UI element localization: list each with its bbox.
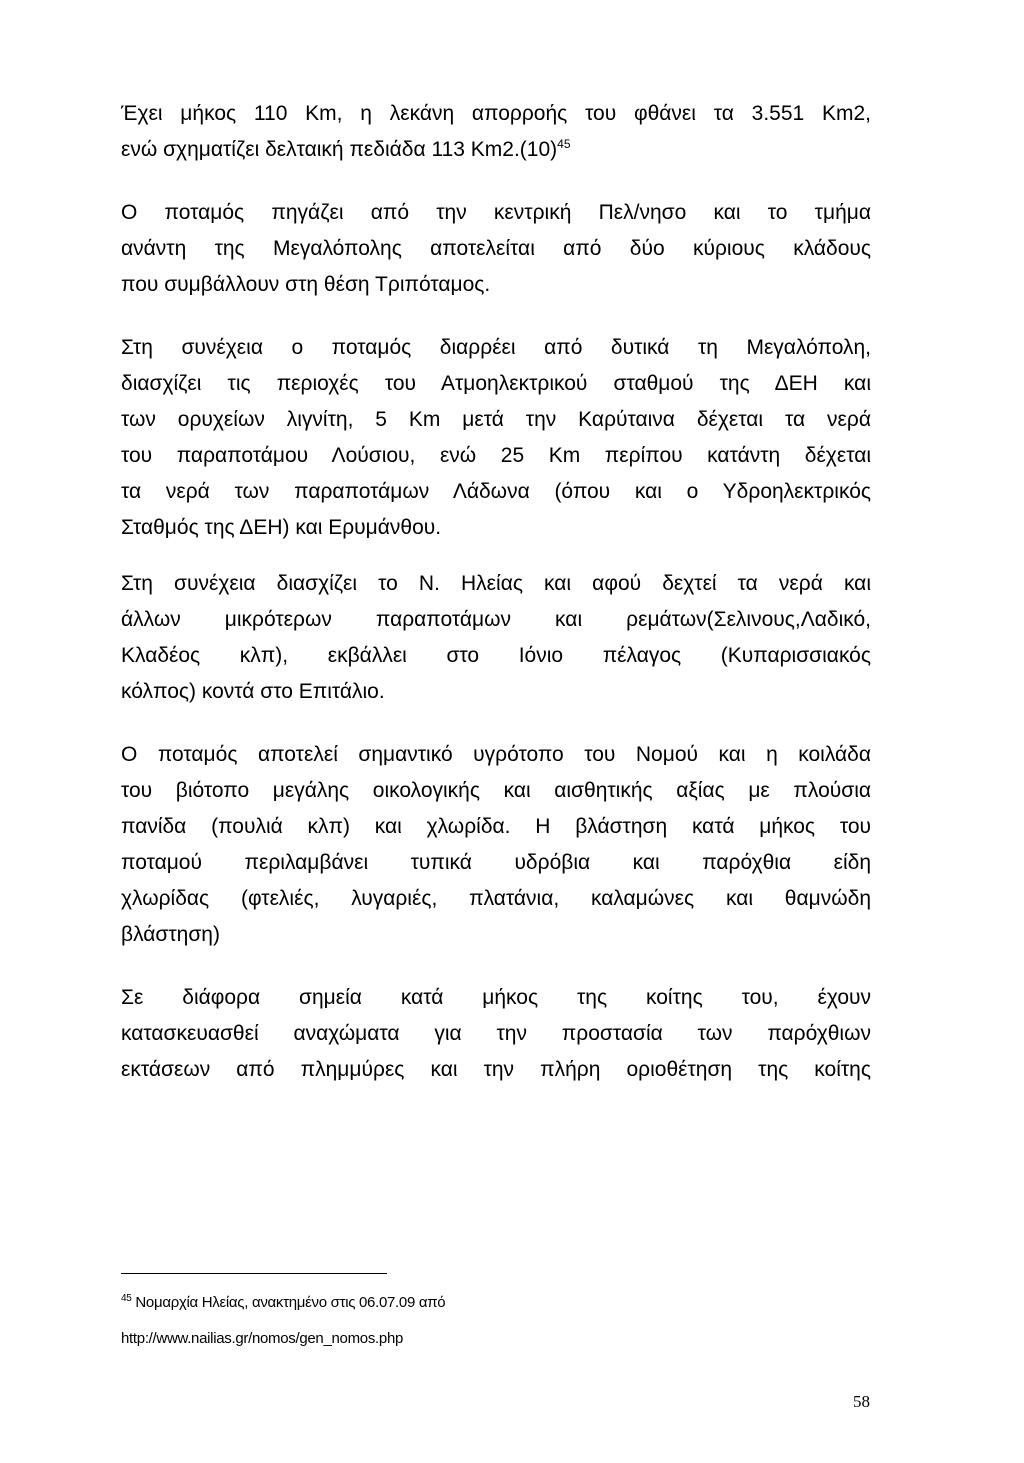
text-line: κατασκευασθεί αναχώματα για την προστασία των παρόχθιων — [121, 1022, 871, 1045]
text-line: Στη συνέχεια ο ποταμός διαρρέει από δυτικά τη Μεγαλόπολη, — [121, 336, 871, 359]
text-line: Έχει μήκος 110 Km, η λεκάνη απορροής του φθάνει τα 3.551 Km2, — [121, 102, 871, 125]
text-line: Κλαδέος κλπ), εκβάλλει στο Ιόνιο πέλαγος (Κυπαρισσιακός — [121, 644, 871, 667]
text-line: του βιότοπο μεγάλης οικολογικής και αισθητικής αξίας με πλούσια — [121, 779, 871, 802]
body-text — [121, 96, 871, 1115]
text-line: των ορυχείων λιγνίτη, 5 Km μετά την Καρύταινα δέχεται τα νερά — [121, 408, 871, 431]
text-line: χλωρίδας (φτελιές, λυγαριές, πλατάνια, καλαμώνες και θαμνώδη — [121, 887, 871, 910]
paragraph-embankments — [121, 980, 871, 1088]
footnote-line — [121, 1285, 821, 1321]
text-line: Σταθμός της ΔΕΗ) και Ερυμάνθου. — [121, 516, 442, 539]
text-line: Ο ποταμός αποτελεί σημαντικό υγρότοπο του Νομού και η κοιλάδα — [121, 743, 871, 766]
text-line: του παραποτάμου Λούσιου, ενώ 25 Km περίπου κατάντη δέχεται — [121, 444, 871, 467]
text-line: τα νερά των παραποτάμων Λάδωνα (όπου και ο Υδροηλεκτρικός — [121, 480, 871, 503]
text-line: πανίδα (πουλιά κλπ) και χλωρίδα. Η βλάστηση κατά μήκος του — [121, 815, 871, 838]
page-number: 58 — [853, 1392, 870, 1411]
text-line: άλλων μικρότερων παραποτάμων και ρεμάτων(Σελινους,Λαδικό, — [121, 608, 871, 631]
text-line: Σε διάφορα σημεία κατά μήκος της κοίτης του, έχουν — [121, 986, 871, 1009]
footnote-url[interactable]: http://www.nailias.gr/nomos/gen_nomos.php — [121, 1330, 404, 1347]
text-line: Στη συνέχεια διασχίζει το Ν. Ηλείας και αφού δεχτεί τα νερά και — [121, 572, 871, 595]
text-line: διασχίζει τις περιοχές του Ατμοηλεκτρικού σταθμού της ΔΕΗ και — [121, 372, 871, 395]
text-line: ποταμού περιλαμβάνει τυπικά υδρόβια και παρόχθια είδη — [121, 851, 871, 874]
text-line: ανάντη της Μεγαλόπολης αποτελείται από δύο κύριους κλάδους — [121, 237, 871, 260]
text-line: Ο ποταμός πηγάζει από την κεντρική Πελ/νησο και το τμήμα — [121, 201, 871, 224]
footnote-reference[interactable]: 45 — [557, 137, 571, 151]
text-line-content: ενώ σχηματίζει δελταική πεδιάδα 113 Km2.(10) — [121, 138, 558, 161]
paragraph-river-course — [121, 330, 871, 546]
footnote-text: Νομαρχία Ηλείας, ανακτημένο στις 06.07.09 από — [131, 1294, 446, 1311]
text-line: που συμβάλλουν στη θέση Τριπόταμος. — [121, 273, 491, 296]
text-line: κόλπος) κοντά στο Επιτάλιο. — [121, 680, 385, 703]
text-line: εκτάσεων από πλημμύρες και την πλήρη οριοθέτηση της κοίτης — [121, 1058, 871, 1081]
paragraph-wetland — [121, 737, 871, 953]
paragraph-river-source — [121, 195, 871, 303]
paragraph-river-outflow — [121, 566, 871, 710]
footnote — [121, 1285, 821, 1357]
paragraph-river-length — [121, 96, 871, 168]
text-line — [121, 132, 871, 168]
text-line: βλάστηση) — [121, 923, 220, 946]
footnote-number: 45 — [121, 1293, 132, 1304]
footnote-divider — [121, 1273, 387, 1274]
